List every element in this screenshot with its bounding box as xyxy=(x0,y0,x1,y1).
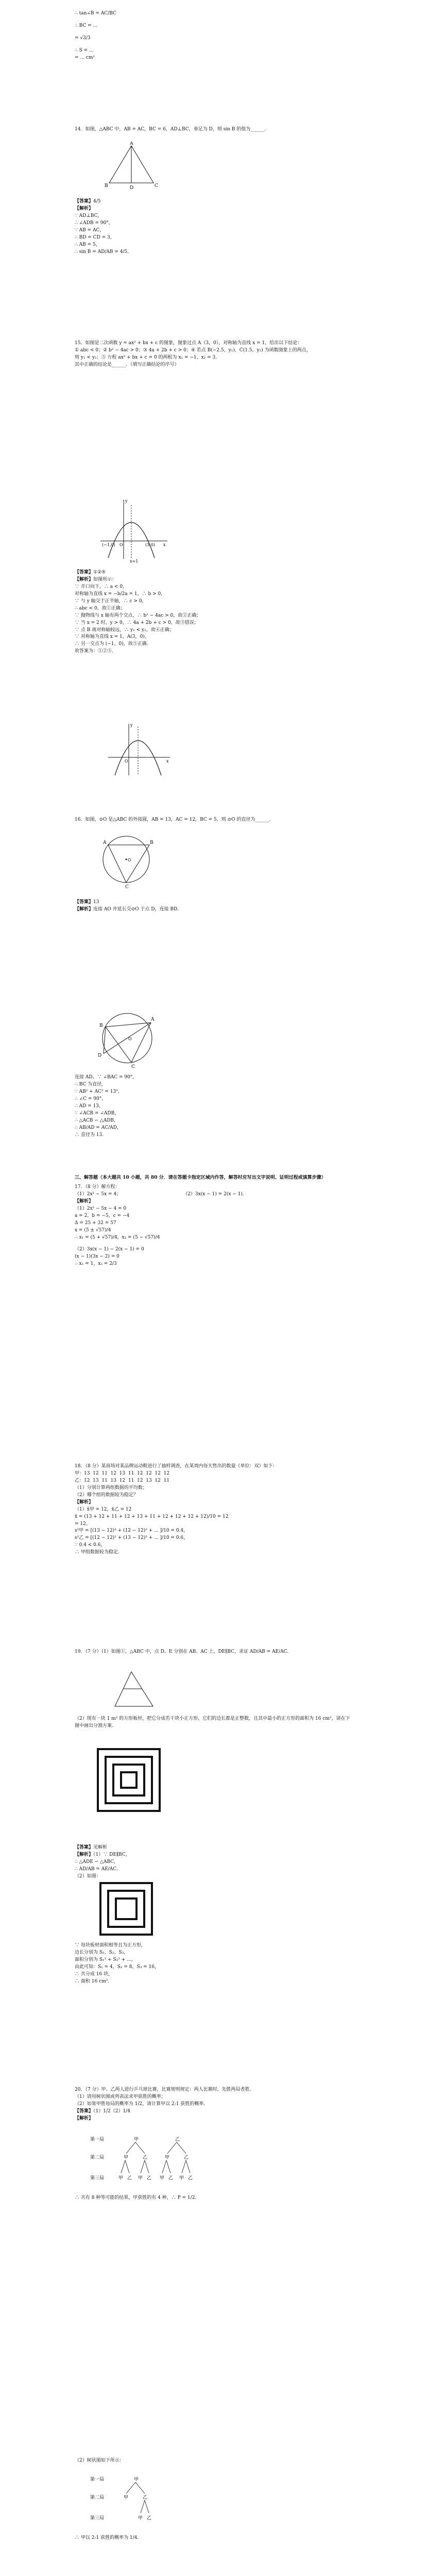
q20-stem-line: 20．（7 分）甲、乙两人进行乒乓球比赛，比赛规则规定：两人比赛时，先胜两局者胜． xyxy=(75,2087,254,2092)
analysis-line: （1）∵ DE∥BC， xyxy=(93,1852,130,1857)
tree-node: 乙 xyxy=(184,2155,189,2160)
q20-part2 xyxy=(75,2458,353,2465)
analysis-line: ∴ AD = 13， xyxy=(75,1103,104,1109)
q17-title: 17．（8 分）解方程： xyxy=(75,1184,120,1190)
answer-value: 见解析 xyxy=(93,1845,108,1850)
analysis-line: ∴ ∠C = 90°， xyxy=(75,1096,107,1101)
answer-value: 4/5 xyxy=(93,199,101,204)
q13-line: = ... cm² xyxy=(75,55,95,60)
analysis-label: 【解析】 xyxy=(75,1852,94,1857)
q19-part2-text: （2）现有一块 1 m² 的方形板材，把它分成若干块小正方形，它们的边长都是正整数，且其中最小的正方形的面积为 16 cm²，请在下图中画出分割方案． xyxy=(75,1716,350,1728)
analysis-line: ∴ AB/AD = AC/AD， xyxy=(75,1125,122,1130)
analysis-line: 如图所示： xyxy=(93,577,117,582)
analysis-line: ∴ 面积 16 cm²． xyxy=(75,1978,113,1984)
fig-label: A xyxy=(103,840,107,845)
analysis-line: ∴ △ADE ∽ △ABC， xyxy=(75,1859,119,1865)
tree-node: 乙 xyxy=(175,2137,180,2142)
tree-node: 乙 xyxy=(188,2176,193,2181)
fig-label: A xyxy=(151,1017,155,1022)
q15-stem-line: ① abc < 0；② b² − 4ac > 0；③ 4a + 2b + c > 0；④ 若点 B(−2.5，y₁)、C(1.5，y₂) 为函数图象上的两点， xyxy=(75,347,311,353)
q20-part2-intro: （2）树状图如下所示： xyxy=(75,2458,124,2463)
fig-label: C xyxy=(125,885,129,889)
q17-part: （2）3x(x − 1) = 2(x − 1)． xyxy=(183,1191,247,1197)
q20-stem-line: （2）如果甲胜每局的概率为 1/2，请计算甲以 2:1 获胜的概率． xyxy=(75,2101,209,2107)
tree-node: 甲 xyxy=(134,2477,139,2482)
analysis-line: ∴ BD = CD = 3， xyxy=(75,234,115,240)
tree-node: 甲 xyxy=(160,2176,165,2181)
analysis-line: 故答案为：①②⑤． xyxy=(75,649,117,654)
q18-part: （2）哪个组的数据较为稳定？ xyxy=(75,1492,138,1498)
tree-node: 乙 xyxy=(147,2516,152,2521)
q14-solution xyxy=(75,198,353,256)
tree-row-label: 第三局 xyxy=(90,2516,105,2521)
analysis-line: ∴ 共分成 16 块， xyxy=(75,1971,113,1977)
q16-circle-solution-figure xyxy=(95,1007,162,1069)
analysis-line: 边长分别为 S₁、S₂、S₃， xyxy=(75,1950,129,1955)
q15-stem-line: 其中正确的结论是______．（填写正确结论的序号） xyxy=(75,362,179,367)
tree-node: 甲 xyxy=(165,2155,170,2160)
answer-label: 【答案】 xyxy=(75,570,94,575)
q13-line: ∴ BC = ... xyxy=(75,23,98,28)
analysis-line: 连接 AD，∵ ∠BAC = 90°， xyxy=(75,1075,138,1080)
analysis-line: ∴ AD/AB = AE/AC． xyxy=(75,1866,122,1872)
q19-stem: 19．（7 分）（1）如图①，△ABC 中，点 D、E 分别在 AB、AC 上，DE∥BC，求证 AD/AB = AE/AC． xyxy=(75,1649,292,1654)
q17-part: （1）2x² − 5x = 4； xyxy=(75,1191,122,1197)
tree-node: 甲 xyxy=(138,2516,143,2521)
analysis-line: ∴ △ACB ∽ △ADB， xyxy=(75,1117,119,1123)
analysis-line: 面积分别为 S₁² + S₂² + ...， xyxy=(75,1957,136,1962)
fig-label: D xyxy=(98,1053,102,1058)
question-20 xyxy=(75,2087,353,2123)
q20-part2-end-text: ∴ 甲以 2:1 获胜的概率为 1/4． xyxy=(75,2535,142,2540)
q20-tree-diagram-2 xyxy=(90,2473,193,2530)
q18-line: ∵ 0.4 < 0.6， xyxy=(75,1543,106,1548)
q18-stem-line: 乙：12 13 11 13 12 11 12 13 12 11 xyxy=(75,1478,170,1483)
fig-label: (−1,0) xyxy=(102,543,115,547)
analysis-line: ∴ ∠ADB = 90°， xyxy=(75,220,113,226)
q16-circle-figure xyxy=(95,829,157,889)
fig-label: x xyxy=(166,759,169,764)
answer-label: 【答案】 xyxy=(75,199,94,204)
tree-row-label: 第三局 xyxy=(90,2176,105,2181)
fig-label: O xyxy=(119,543,123,547)
q19-square-figure xyxy=(95,1747,162,1814)
q18-line: s²甲 = [(13 − 12)² + (12 − 12)² + ... ]/10 = 0.4， xyxy=(75,1528,189,1534)
q16-analysis xyxy=(75,1074,353,1139)
q19-triangle-figure xyxy=(111,1669,157,1710)
fig-label: y xyxy=(130,723,133,727)
q18-line: = 12， xyxy=(75,1521,91,1527)
analysis-line: 对称轴为直线 x = −b/2a = 1，∴ b > 0， xyxy=(75,591,166,597)
q15-parabola-solution-figure xyxy=(106,721,173,778)
fig-label: O xyxy=(128,858,131,862)
section-3 xyxy=(75,1175,353,1268)
section-heading: 三、解答题（本大题共 10 小题，共 80 分．请在答题卡指定区域内作答，解答时应写出文字说明、证明过程或演算步骤） xyxy=(75,1175,326,1180)
tree-node: 甲 xyxy=(134,2137,139,2142)
tree-row-label: 第一局 xyxy=(90,2137,105,2142)
fig-label: (3,0) xyxy=(145,543,155,547)
q19-part2 xyxy=(75,1716,353,1730)
tree-row-label: 第二局 xyxy=(90,2495,105,2500)
q17-line: （1）2x² − 5x − 4 = 0 xyxy=(75,1206,127,1211)
fig-label: C xyxy=(131,1064,135,1069)
tree-node: 乙 xyxy=(143,2155,148,2160)
q20-part2-end xyxy=(75,2535,353,2542)
q20-conclusion-text: ∴ 共有 8 种等可能的结果，甲获胜的有 4 种，∴ P = 1/2． xyxy=(75,2195,200,2200)
question-19 xyxy=(75,1649,353,1656)
question-15 xyxy=(75,340,353,369)
analysis-line: ∴ AB = 5， xyxy=(75,242,100,247)
tree-node: 乙 xyxy=(127,2176,132,2181)
q15-solution xyxy=(75,569,353,655)
q18-stem-line: 甲：13 12 11 12 13 11 12 12 12 12 xyxy=(75,1470,170,1476)
q13-line: = √3/3 xyxy=(75,35,91,41)
analysis-line: ∴ sin B = AD/AB = 4/5． xyxy=(75,249,132,255)
fig-label: x xyxy=(163,543,166,547)
tree-node: 甲 xyxy=(124,2495,129,2500)
analysis-line: ∵ 与 y 轴交于正半轴，∴ c > 0， xyxy=(75,598,147,604)
analysis-line: ∵ AD⊥BC， xyxy=(75,213,103,218)
q18-line: s²乙 = [(12 − 12)² + (13 − 12)² + ... ]/10 = 0.6， xyxy=(75,1535,189,1541)
fig-label: A xyxy=(130,142,133,146)
answer-value: ①②⑤ xyxy=(93,570,106,575)
question-14 xyxy=(75,126,353,133)
analysis-line: ∵ 开口向下，∴ a < 0， xyxy=(75,584,128,589)
q16-stem: 16．如图，⊙O 是△ABC 的外接圆，AB = 13，AC = 12，BC = 5，则 ⊙O 的直径为______． xyxy=(75,817,274,822)
q13-line: ∴ S = ... xyxy=(75,47,95,53)
question-18 xyxy=(75,1463,353,1556)
q19-analysis xyxy=(75,1942,353,1986)
answer-value: （1）1/2（2）1/4 xyxy=(93,2108,130,2114)
analysis-label: 【解析】 xyxy=(75,906,94,912)
analysis-line: ∴ 另一交点为 (−1，0)，故⑤正确． xyxy=(75,641,151,647)
analysis-line: ∴ BC 为直径， xyxy=(75,1081,107,1087)
analysis-line: ∵ 抛物线与 x 轴有两个交点，∴ b² − 4ac > 0，故②正确； xyxy=(75,613,201,618)
fig-label: O xyxy=(128,1037,132,1041)
analysis-label: 【解析】 xyxy=(75,1198,94,1204)
q13-line: ∴ tan∠B = AC/BC xyxy=(75,11,116,16)
q17-line: (x − 1)(3x − 2) = 0 xyxy=(75,1254,119,1260)
fig-label: x=1 xyxy=(130,559,139,564)
q20-conclusion xyxy=(75,2195,353,2202)
q18-stem-line: 18．（8 分）某商场对某品牌运动鞋进行了抽样调查，在某周内每天售出的数量（单位：双）如下： xyxy=(75,1464,278,1469)
analysis-label: 【解析】 xyxy=(75,577,94,582)
fig-label: D xyxy=(130,185,134,191)
analysis-line: ∵ 点 B 离对称轴较远，∴ y₁ < y₂，故④正确； xyxy=(75,627,174,633)
fig-label: B xyxy=(99,1023,103,1028)
q20-stem-line: （1）请用树状图或列表法求甲获胜的概率； xyxy=(75,2094,166,2099)
q17-line: （2）3x(x − 1) − 2(x − 1) = 0 xyxy=(75,1247,144,1252)
q20-tree-diagram-1 xyxy=(90,2133,224,2190)
answer-value: 13 xyxy=(93,900,99,905)
q14-stem: 14．如图，△ABC 中，AB = AC，BC = 6，AD⊥BC，垂足为 D，则 sin B 的值为______． xyxy=(75,127,269,132)
q17-line: ∴ x₁ = (5 + √57)/4，x₂ = (5 − √57)/4 xyxy=(75,1234,160,1240)
tree-node: 甲 xyxy=(124,2155,129,2160)
q15-stem-line: 15．如图是二次函数 y = ax² + bx + c 的图象，图象过点 A（3，0），对称轴为直线 x = 1，给出以下结论： xyxy=(75,341,302,346)
tree-row-label: 第二局 xyxy=(90,2155,105,2160)
q18-line: ∴ 甲组数据较为稳定． xyxy=(75,1550,123,1555)
q17-line: ∴ x₁ = 1，x₂ = 2/3 xyxy=(75,1261,117,1267)
q19-solution xyxy=(75,1844,353,1880)
answer-label: 【答案】 xyxy=(75,900,94,905)
q14-triangle-figure xyxy=(103,142,160,191)
q13-tail xyxy=(75,10,353,62)
tree-node: 甲 xyxy=(179,2176,184,2181)
fig-label: O xyxy=(125,759,128,764)
answer-label: 【答案】 xyxy=(75,1845,94,1850)
analysis-line: ∵ AB = AC， xyxy=(75,227,105,233)
q18-line: （1）x̄甲 = 12，x̄乙 = 12 xyxy=(75,1506,132,1512)
question-16 xyxy=(75,817,353,824)
analysis-label: 【解析】 xyxy=(75,2115,94,2121)
q17-line: a = 2，b = −5，c = −4 xyxy=(75,1213,130,1218)
analysis-line: ∵ 每块板材面积相等且为正方形， xyxy=(75,1943,146,1948)
analysis-line: 由此可知：S₁ = 4，S₂ = 8，S₃ = 16， xyxy=(75,1964,160,1970)
analysis-line: ∴ 直径为 13． xyxy=(75,1132,107,1138)
tree-node: 甲 xyxy=(138,2176,143,2181)
fig-label: B xyxy=(150,840,153,845)
tree-node: 甲 xyxy=(118,2176,124,2181)
analysis-line: ∵ AB² + AC² = 13²， xyxy=(75,1089,123,1094)
analysis-line: ∵ ∠ACB = ∠ADB， xyxy=(75,1110,119,1116)
tree-node: 乙 xyxy=(147,2176,152,2181)
q19-square-solution-figure xyxy=(98,1880,155,1937)
q16-solution xyxy=(75,899,353,913)
tree-row-label: 第一局 xyxy=(90,2477,105,2482)
tree-node: 乙 xyxy=(168,2176,174,2181)
q18-line: x̄ = (13 + 12 + 11 + 12 + 13 + 11 + 12 + 12 + 12 + 12)/10 = 12 xyxy=(75,1514,229,1519)
analysis-label: 【解析】 xyxy=(75,206,94,211)
analysis-line: ∵ 当 x = 2 时，y > 0，∴ 4a + 2b + c > 0，故③错误； xyxy=(75,620,199,625)
analysis-intro: 连接 AO 并延长交⊙O 于点 D，连接 BD． xyxy=(93,906,182,912)
q17-line: Δ = 25 + 32 = 57 xyxy=(75,1220,116,1226)
answer-label: 【答案】 xyxy=(75,2108,94,2114)
fig-label: B xyxy=(105,183,108,189)
analysis-line: ∴ abc < 0，故①正确； xyxy=(75,605,125,611)
fig-label: y xyxy=(125,499,128,503)
q15-parabola-figure xyxy=(98,497,170,564)
analysis-label: 【解析】 xyxy=(75,1499,94,1505)
analysis-line: ∵ 对称轴为直线 x = 1，A(3，0)， xyxy=(75,634,149,640)
fig-label: C xyxy=(155,183,158,189)
q18-part: （1）分别计算两组数据的平均数； xyxy=(75,1485,147,1490)
q15-stem-line: 则 y₁ < y₂；⑤ 方程 ax² + bx + c = 0 的两根为 x₁ = −1，x₂ = 3． xyxy=(75,354,220,360)
tree-node: 乙 xyxy=(143,2495,148,2500)
analysis-line: （2）如图： xyxy=(75,1873,101,1879)
q17-line: x = (5 ± √57)/4 xyxy=(75,1227,111,1233)
